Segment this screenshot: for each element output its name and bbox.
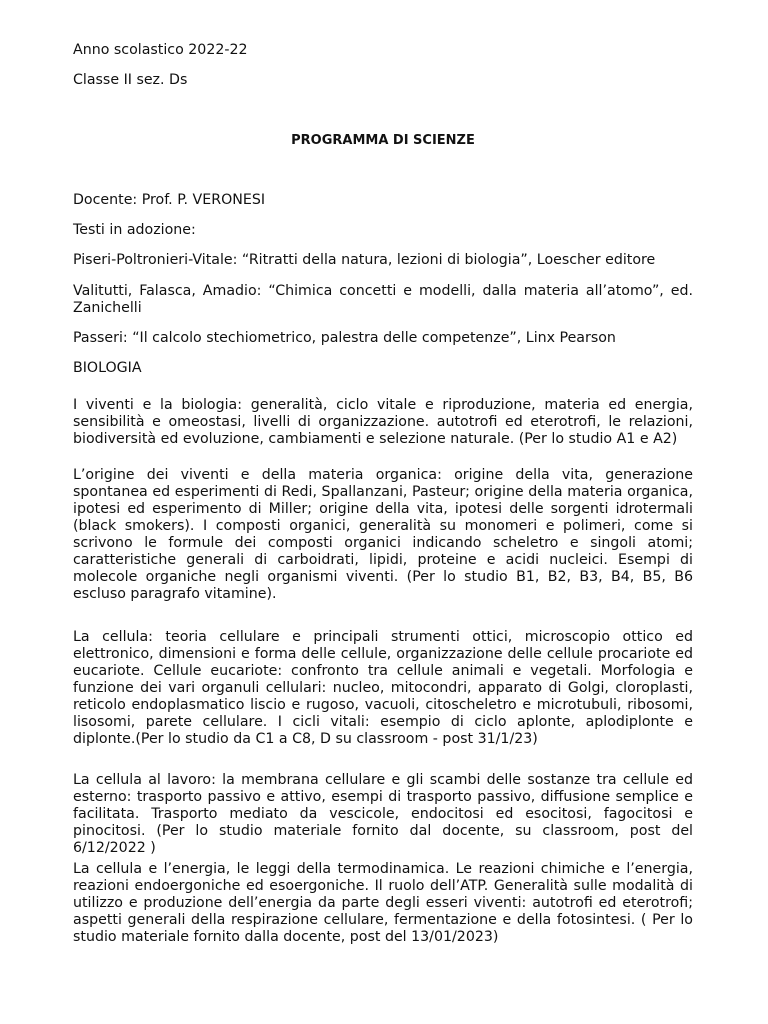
paragraph: L’origine dei viventi e della materia organica: origine della vita, generazione spontanea ed esperimenti di Redi, Spallanzani, Pasteur; origine della materia organica, ipotesi ed esperimento di Miller; origine della vita, ipotesi delle sorgenti idrotermali (black smokers). I composti organici, generalità su monomeri e polimeri, come si scrivono le formule dei composti organici indicando scheletro e singoli atomi; caratteristiche generali di carboidrati, lipidi, proteine e acidi nucleici. Esempi di molecole organiche negli organismi viventi. (Per lo studio B1, B2, B3, B4, B5, B6 escluso paragrafo vitamine). xyxy=(73,467,693,602)
textbook-item: Passeri: “Il calcolo stechiometrico, palestra delle competenze”, Linx Pearson xyxy=(73,330,616,346)
document-title: PROGRAMMA DI SCIENZE xyxy=(291,133,475,148)
school-year: Anno scolastico 2022-22 xyxy=(73,42,248,58)
teacher-name: Docente: Prof. P. VERONESI xyxy=(73,192,266,208)
paragraph: La cellula: teoria cellulare e principali strumenti ottici, microscopio ottico ed elettronico, dimensioni e forma delle cellule, organizzazione delle cellule procariote ed eucariote. Cellule eucariote: confronto tra cellule animali e vegetali. Morfologia e funzione dei vari organuli cellulari: nucleo, mitocondri, apparato di Golgi, cloroplasti, reticolo endoplasmatico liscio e rugoso, vacuoli, citoscheletro e microtubuli, ribosomi, lisosomi, parete cellulare. I cicli vitali: esempio di ciclo aplonte, aplodiplonte e diplonte.(Per lo studio da C1 a C8, D su classroom - post 31/1/23) xyxy=(73,629,693,747)
textbook-item: Valitutti, Falasca, Amadio: “Chimica concetti e modelli, dalla materia all’atomo”, ed. Zanichelli xyxy=(73,283,693,316)
paragraph: I viventi e la biologia: generalità, ciclo vitale e riproduzione, materia ed energia, sensibilità e omeostasi, livelli di organizzazione. autotrofi ed eterotrofi, le relazioni, biodiversità ed evoluzione, cambiamenti e selezione naturale. (Per lo studio A1 e A2) xyxy=(73,397,693,447)
paragraph: La cellula al lavoro: la membrana cellulare e gli scambi delle sostanze tra cellule ed esterno: trasporto passivo e attivo, esempi di trasporto passivo, diffusione semplice e facilitata. Trasporto mediato da vescicole, endocitosi ed esocitosi, fagocitosi e pinocitosi. (Per lo studio materiale fornito dal docente, su classroom, post del 6/12/2022 ) xyxy=(73,772,693,856)
section-heading: BIOLOGIA xyxy=(73,360,142,376)
paragraph: La cellula e l’energia, le leggi della termodinamica. Le reazioni chimiche e l’energia, reazioni endoergoniche ed esoergoniche. Il ruolo dell’ATP. Generalità sulle modalità di utilizzo e produzione dell’energia da parte degli esseri viventi: autotrofi ed eterotrofi; aspetti generali della respirazione cellulare, fermentazione e della fotosintesi. ( Per lo studio materiale fornito dalla docente, post del 13/01/2023) xyxy=(73,861,693,945)
textbook-item: Piseri-Poltronieri-Vitale: “Ritratti della natura, lezioni di biologia”, Loescher editore xyxy=(73,252,656,268)
class-section: Classe II sez. Ds xyxy=(73,72,188,88)
textbooks-heading: Testi in adozione: xyxy=(73,222,196,238)
